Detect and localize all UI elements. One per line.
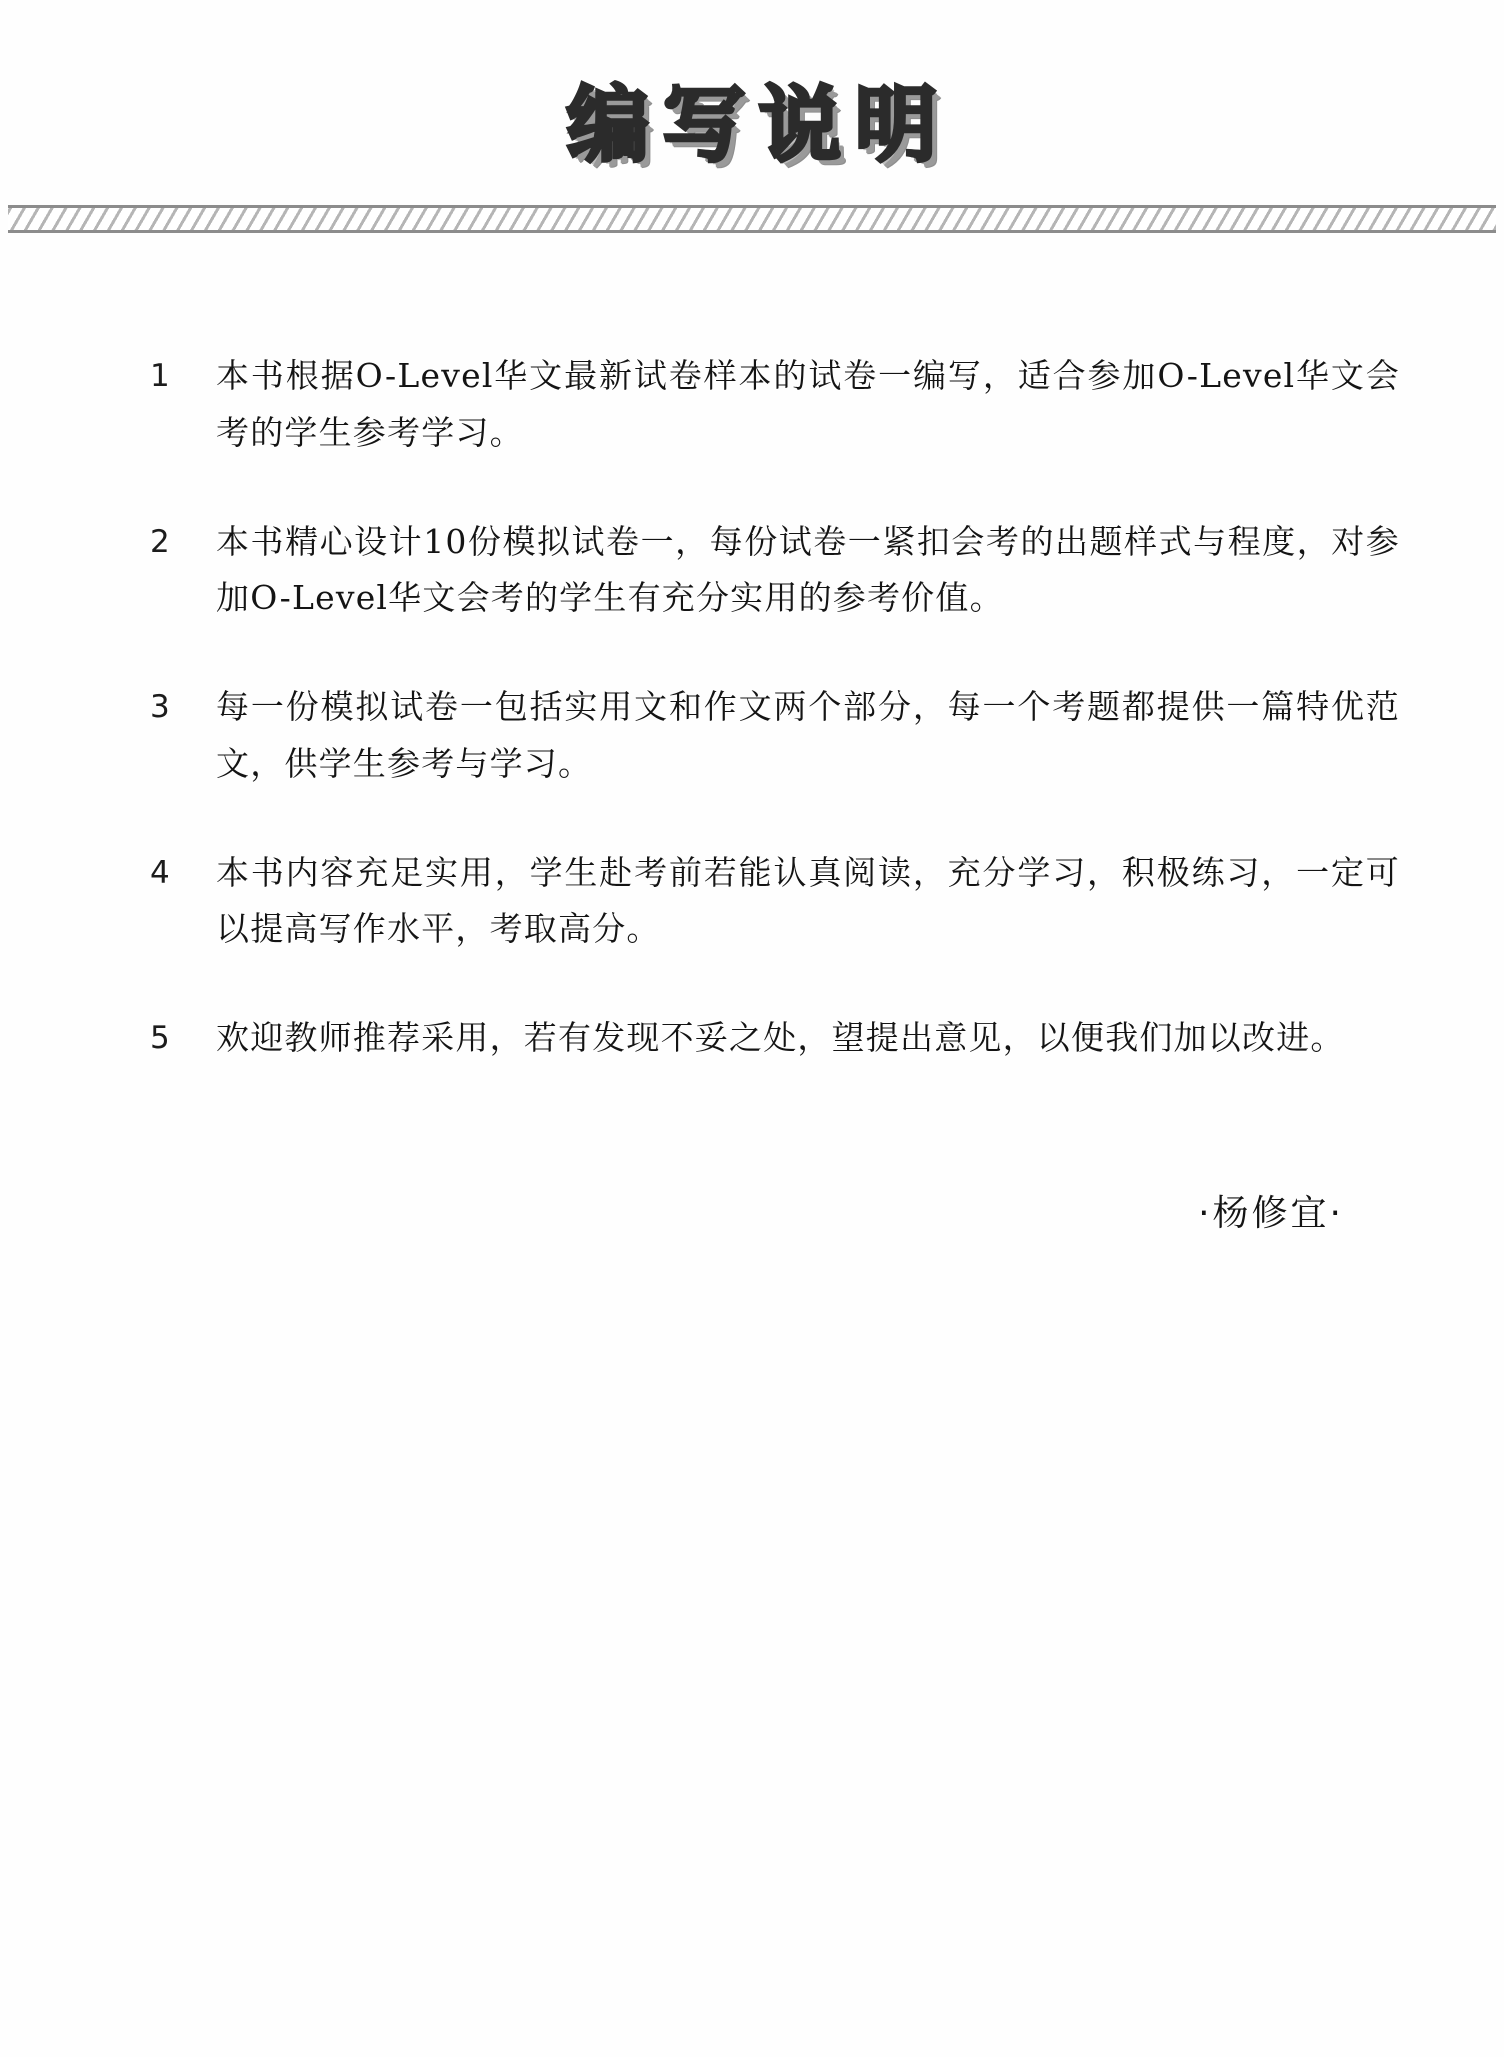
list-item-text: 本书根据O-Level华文最新试卷样本的试卷一编写，适合参加O-Level华文会考的学生参考学习。	[216, 356, 1400, 452]
list-item-text: 本书内容充足实用，学生赴考前若能认真阅读，充分学习，积极练习，一定可以提高写作水平，考取高分。	[216, 852, 1400, 949]
notes-list	[150, 348, 1400, 1119]
list-item	[150, 514, 1400, 628]
list-item-text: 本书精心设计10份模拟试卷一，每份试卷一紧扣会考的出题样式与程度，对参加O-Level华文会考的学生有充分实用的参考价值。	[216, 521, 1400, 618]
list-item	[150, 845, 1400, 959]
list-item-number: 1	[150, 358, 170, 394]
list-item	[150, 348, 1400, 462]
list-item-number: 4	[150, 854, 170, 891]
page-title: 编写说明	[566, 77, 951, 173]
list-item-number: 5	[150, 1020, 170, 1056]
list-item-text: 欢迎教师推荐采用，若有发现不妥之处，望提出意见，以便我们加以改进。	[216, 1018, 1345, 1057]
page-title-container	[0, 78, 1504, 172]
list-item	[150, 679, 1400, 793]
list-item-number: 2	[150, 523, 170, 560]
list-item-text: 每一份模拟试卷一包括实用文和作文两个部分，每一个考题都提供一篇特优范文，供学生参考与学习。	[216, 687, 1400, 783]
decorative-hatched-divider	[8, 205, 1496, 233]
list-item	[150, 1010, 1400, 1067]
author-signature: ·杨修宜·	[1198, 1193, 1344, 1234]
list-item-number: 3	[150, 689, 170, 725]
